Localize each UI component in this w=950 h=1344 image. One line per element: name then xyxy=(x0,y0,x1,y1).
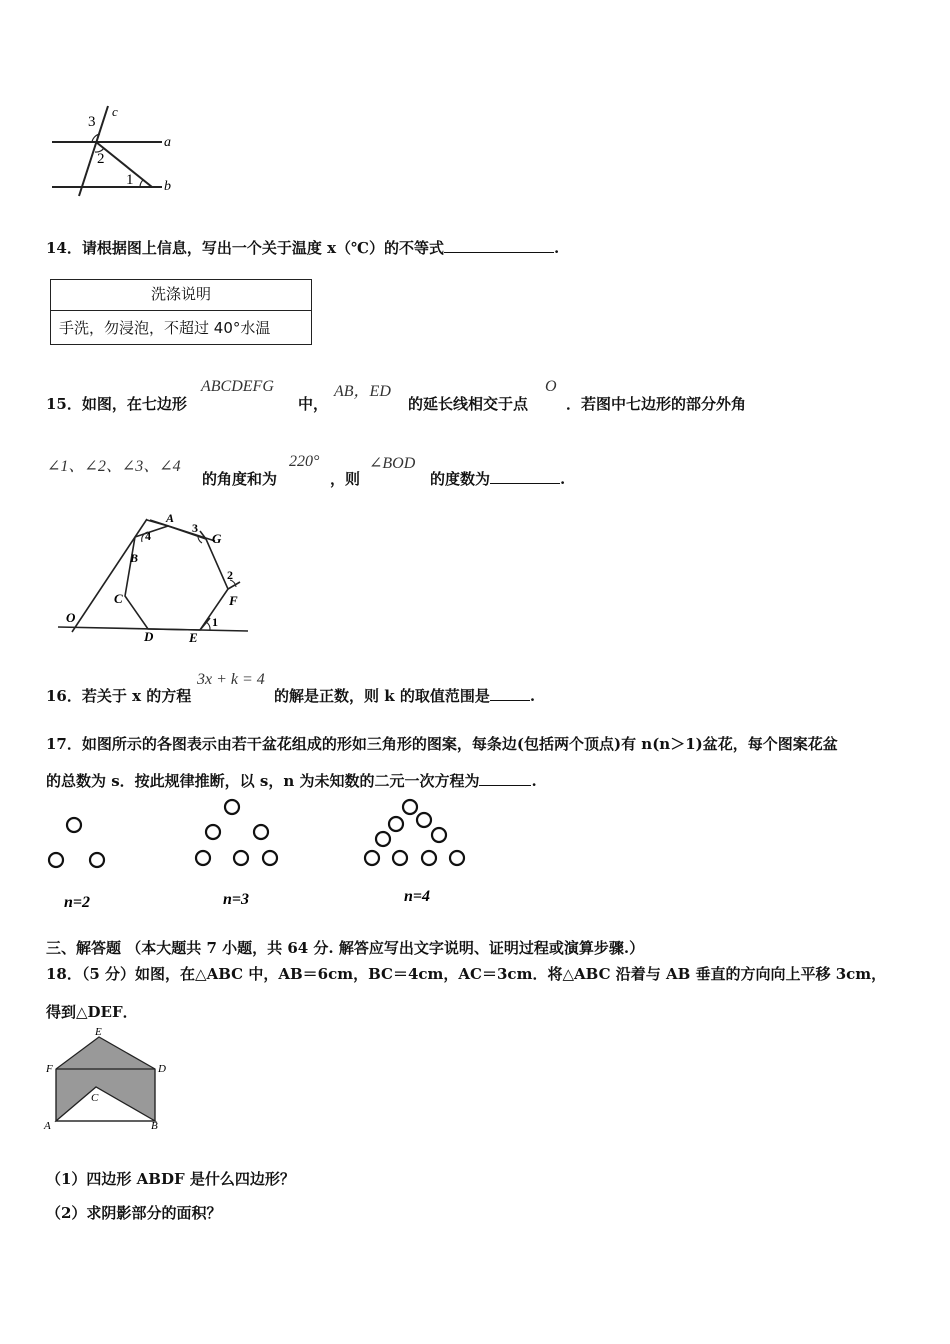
label-3: 3 xyxy=(192,521,198,535)
pot xyxy=(90,853,104,867)
target-angle: ∠BOD xyxy=(369,455,416,472)
point-o: O xyxy=(545,378,557,395)
pattern-n3 xyxy=(196,800,277,865)
pot xyxy=(403,800,417,814)
label-4: 4 xyxy=(145,529,151,543)
pot xyxy=(196,851,210,865)
label-G: G xyxy=(212,531,222,546)
question-18-sub2: （2）求阴影部分的面积？ xyxy=(46,1204,222,1222)
pot xyxy=(67,818,81,832)
question-15-ask-text: 的度数为 xyxy=(430,470,491,488)
pot xyxy=(49,853,63,867)
label-F: F xyxy=(46,1063,53,1075)
pot xyxy=(225,800,239,814)
question-15-end: . xyxy=(560,470,566,488)
answer-blank-17[interactable] xyxy=(479,771,531,786)
question-14 xyxy=(46,237,559,258)
question-15-sum-text: 的角度和为 xyxy=(202,470,278,488)
question-15-mid: 中， xyxy=(298,395,329,413)
label-A: A xyxy=(44,1120,51,1132)
pot xyxy=(206,825,220,839)
label-A: A xyxy=(166,511,175,525)
label-B: B xyxy=(130,551,139,565)
label-2: 2 xyxy=(227,568,233,582)
label-E: E xyxy=(189,630,198,645)
answer-blank-16[interactable] xyxy=(490,686,530,701)
pot xyxy=(417,813,431,827)
label-C: C xyxy=(114,591,123,606)
question-14-end: . xyxy=(554,239,560,257)
label-n3: n=3 xyxy=(223,891,250,908)
angle-sum-value: 220° xyxy=(289,453,320,470)
pot xyxy=(263,851,277,865)
pattern-n4 xyxy=(365,800,464,865)
question-14-text: 14．请根据图上信息，写出一个关于温度 x（℃）的不等式 xyxy=(46,239,445,257)
table-body: 手洗，勿浸泡，不超过 40°水温 xyxy=(59,319,271,337)
pot xyxy=(234,851,248,865)
question-16-prefix: 16．若关于 x 的方程 xyxy=(46,687,192,705)
question-15-then: ，则 xyxy=(330,470,361,488)
polygon-name: ABCDEFG xyxy=(201,378,274,395)
pot xyxy=(389,817,403,831)
label-1: 1 xyxy=(212,615,218,629)
pot xyxy=(450,851,464,865)
label-2: 2 xyxy=(97,151,105,167)
question-18-sub1: （1）四边形 ABDF 是什么四边形？ xyxy=(46,1170,295,1188)
question-15-ask xyxy=(430,468,565,489)
question-16-end: . xyxy=(529,687,536,705)
pot xyxy=(422,851,436,865)
pot xyxy=(376,832,390,846)
question-16-suffix-text: 的解是正数，则 k 的取值范围是 xyxy=(274,687,490,705)
label-O: O xyxy=(66,610,76,625)
label-C: C xyxy=(91,1092,99,1104)
label-3: 3 xyxy=(88,114,96,130)
question-17-end: . xyxy=(531,772,537,790)
label-n4: n=4 xyxy=(404,888,431,905)
question-17-line2-text: 的总数为 s．按此规律推断，以 s，n 为未知数的二元一次方程为 xyxy=(46,772,480,790)
flower-pot-patterns xyxy=(40,795,480,915)
washing-instructions-table xyxy=(50,279,312,345)
pot xyxy=(254,825,268,839)
label-1: 1 xyxy=(126,172,134,188)
answer-blank-14[interactable] xyxy=(444,238,554,253)
heptagon-figure xyxy=(50,510,260,645)
pot xyxy=(432,828,446,842)
question-17-line2 xyxy=(46,770,537,791)
label-F: F xyxy=(229,593,238,608)
pattern-n2 xyxy=(49,818,104,867)
equation: 3x + k = 4 xyxy=(197,671,265,688)
label-B: B xyxy=(151,1120,158,1132)
question-15-tail: ．若图中七边形的部分外角 xyxy=(566,395,747,413)
label-D: D xyxy=(144,629,154,644)
question-15-ext: 的延长线相交于点 xyxy=(408,395,529,413)
label-a: a xyxy=(164,135,171,150)
translated-triangle-figure xyxy=(40,1025,180,1135)
label-D: D xyxy=(158,1063,166,1075)
table-title: 洗涤说明 xyxy=(51,280,311,311)
label-b: b xyxy=(164,179,171,194)
pot xyxy=(393,851,407,865)
label-c: c xyxy=(112,104,118,119)
section-3-title: 三、解答题 （本大题共 7 小题，共 64 分. 解答应写出文字说明、证明过程或演算步骤.） xyxy=(46,939,645,957)
parallel-lines-figure xyxy=(44,100,184,200)
question-15-prefix: 15．如图，在七边形 xyxy=(46,395,187,413)
question-17-line1: 17．如图所示的各图表示由若干盆花组成的形如三角形的图案，每条边(包括两个顶点)有 n(n＞1)盆花，每个图案花盆 xyxy=(46,735,838,753)
line-names: AB，ED xyxy=(334,383,391,400)
answer-blank-15[interactable] xyxy=(490,469,560,484)
label-n2: n=2 xyxy=(64,894,91,911)
question-18-line1: 18．（5 分）如图，在△ABC 中，AB＝6cm，BC＝4cm，AC＝3cm．将△ABC 沿着与 AB 垂直的方向向上平移 3cm， xyxy=(46,965,887,983)
angle-list: ∠1、∠2、∠3、∠4 xyxy=(47,458,181,475)
pot xyxy=(365,851,379,865)
question-16-suffix xyxy=(274,685,535,706)
question-18-line2: 得到△DEF． xyxy=(46,1003,138,1021)
label-E: E xyxy=(95,1026,102,1038)
